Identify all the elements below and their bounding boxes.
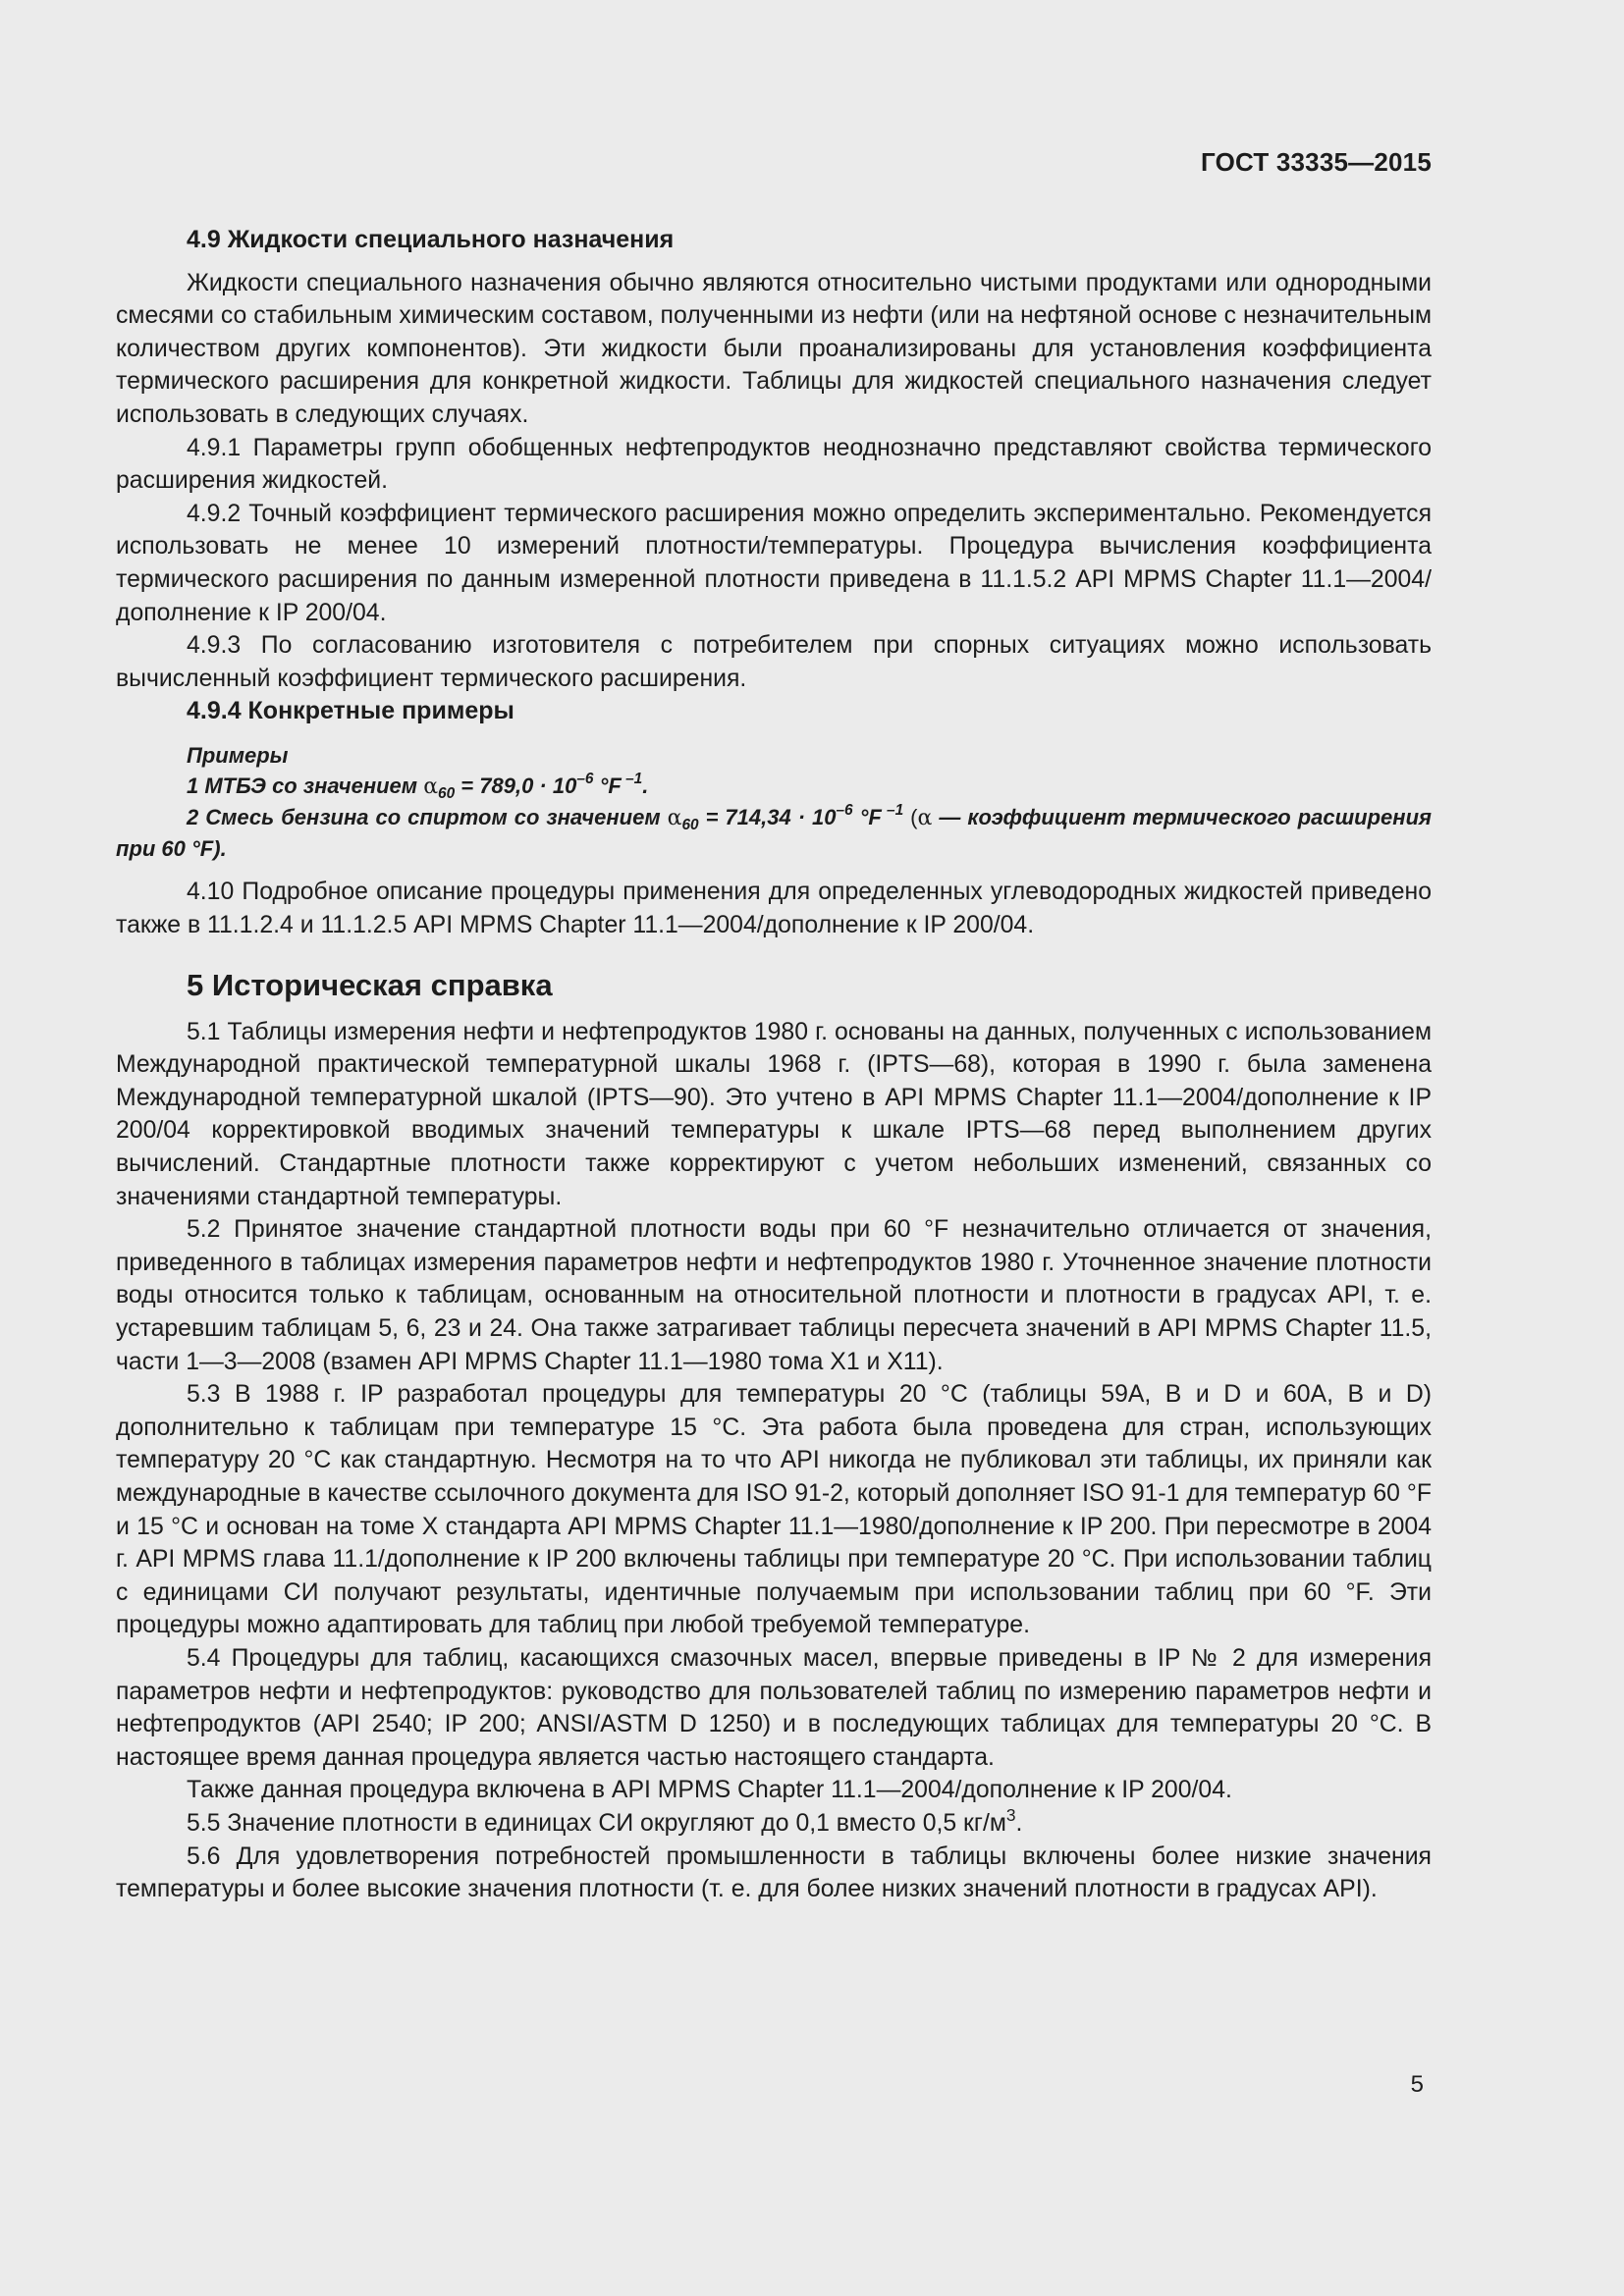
- example-1-prefix: 1 МТБЭ со значением: [187, 773, 424, 798]
- example-1-value: = 789,0 · 10: [455, 773, 577, 798]
- paragraph-4-9-intro: Жидкости специального назначения обычно являются относительно чистыми продуктами или однородными смесями со стабильным химическим составом, полученными из нефти (или на нефтяной основе с незначительным количеством других компонентов). Эти жидкости были проанализированы для установления коэффициента термического расширения для конкретной жидкости. Таблицы для жидкостей специального назначения следует использовать в следующих случаях.: [116, 269, 1432, 428]
- paragraph-4-9-1: 4.9.1 Параметры групп обобщенных нефтепродуктов неоднозначно представляют свойства термического расширения жидкостей.: [116, 434, 1432, 495]
- alpha-symbol: α: [423, 774, 439, 799]
- document-page: [116, 0, 1432, 2296]
- paragraph-5-5-text: 5.5 Значение плотности в единицах СИ округляют до 0,1 вместо 0,5 кг/м: [187, 1809, 1006, 1837]
- paragraph-5-2: 5.2 Принятое значение стандартной плотности воды при 60 °F незначительно отличается от значения, приведенного в таблицах измерения параметров нефти и нефтепродуктов 1980 г. Уточненное значение плотности воды относится только к таблицам, основанным на относительной плотности и плотности в градусах API, т. е. устаревшим таблицам 5, 6, 23 и 24. Она также затрагивает таблицы пересчета значений в API MPMS Chapter 11.5, части 1—3—2008 (взамен API MPMS Chapter 11.1—1980 тома X1 и X11).: [116, 1216, 1432, 1375]
- paragraph-5-5-end: .: [1015, 1809, 1023, 1837]
- exponent-minus-1: –1: [621, 770, 643, 787]
- examples-block: [116, 740, 1432, 864]
- example-2: [116, 802, 1432, 864]
- example-1-end: .: [642, 773, 649, 798]
- paragraph-4-9-2: 4.9.2 Точный коэффициент термического расширения можно определить экспериментально. Рекомендуется использовать не менее 10 измерений плотности/температуры. Процедура вычисления коэффициента термического расширения по данным измеренной плотности приведена в 11.1.5.2 API MPMS Chapter 11.1—2004/дополнение к IP 200/04.: [116, 500, 1432, 626]
- unit-fahrenheit: °F: [852, 804, 882, 829]
- paragraph-5-3: 5.3 В 1988 г. IP разработал процедуры для температуры 20 °C (таблицы 59А, В и D и 60А, В и D) дополнительно к таблицам при температуре 15 °C. Эта работа была проведена для стран, использующих температуру 20 °C как стандартную. Несмотря на то что API никогда не публиковал эти таблицы, их приняли как международные в качестве ссылочного документа для ISO 91-2, который дополняет ISO 91-1 для температур 60 °F и 15 °C и основан на томе X стандарта API MPMS Chapter 11.1—1980/дополнение к IP 200. При пересмотре в 2004 г. API MPMS глава 11.1/дополнение к IP 200 включены таблицы при температуре 20 °C. При использовании таблиц с единицами СИ получают результаты, идентичные получаемым при использовании таблиц при 60 °F. Эти процедуры можно адаптировать для таблиц при любой требуемой температуре.: [116, 1381, 1432, 1639]
- cubic-superscript: 3: [1005, 1804, 1016, 1825]
- paragraph-5-6: 5.6 Для удовлетворения потребностей промышленности в таблицы включены более низкие значения температуры и более высокие значения плотности (т. е. для более низких значений плотности в градусах API).: [116, 1842, 1432, 1903]
- exponent-minus-6: –6: [836, 801, 853, 819]
- exponent-minus-6: –6: [576, 770, 594, 787]
- alpha-symbol: α: [667, 805, 682, 830]
- unit-fahrenheit: °F: [593, 773, 622, 798]
- paragraph-4-9-3: 4.9.3 По согласованию изготовителя с потребителем при спорных ситуациях можно использовать вычисленный коэффициент термического расширения.: [116, 632, 1432, 692]
- example-2-prefix: 2 Смесь бензина со спиртом со значением: [187, 804, 668, 829]
- subscript-60: 60: [438, 784, 456, 802]
- section-4-9-4-title: 4.9.4 Конкретные примеры: [187, 697, 514, 725]
- paragraph-5-5: [116, 1804, 1432, 1841]
- paragraph-5-4: 5.4 Процедуры для таблиц, касающихся смазочных масел, впервые приведены в IP № 2 для измерения параметров нефти и нефтепродуктов: руководство для пользователей таблиц по измерению параметров нефти и нефтепродуктов (API 2540; IP 200; ANSI/ASTM D 1250) и в последующих таблицах для температуры 20 °C. В настоящее время данная процедура является частью настоящего стандарта.: [116, 1644, 1432, 1771]
- paragraph-4-10: 4.10 Подробное описание процедуры применения для определенных углеводородных жидкостей приведено также в 11.1.2.4 и 11.1.2.5 API MPMS Chapter 11.1—2004/дополнение к IP 200/04.: [116, 878, 1432, 938]
- document-body: [116, 224, 1432, 1906]
- examples-label: Примеры: [187, 742, 289, 768]
- section-5-title: 5 Историческая справка: [187, 968, 553, 1003]
- alpha-symbol: α: [917, 805, 933, 830]
- paragraph-5-4-continued: Также данная процедура включена в API MPMS Chapter 11.1—2004/дополнение к IP 200/04.: [187, 1777, 1232, 1804]
- example-1: [116, 771, 1432, 802]
- example-2-paren: (: [903, 804, 918, 829]
- page-number: 5: [1410, 2071, 1424, 2098]
- subscript-60: 60: [681, 816, 699, 833]
- paragraph-5-1: 5.1 Таблицы измерения нефти и нефтепродуктов 1980 г. основаны на данных, полученных с использованием Международной практической температурной шкалы 1968 г. (IPTS—68), которая в 1990 г. была заменена Международной температурной шкалой (IPTS—90). Это учтено в API MPMS Chapter 11.1—2004/дополнение к IP 200/04 корректировкой вводимых значений температуры к шкале IPTS—68 перед выполнением других вычислений. Стандартные плотности также корректируют с учетом небольших изменений, связанных со значениями стандартной температуры.: [116, 1018, 1432, 1210]
- section-4-9-title: 4.9 Жидкости специального назначения: [187, 226, 675, 253]
- example-2-note: — коэффициент термического расширения при 60 °F).: [116, 804, 1432, 861]
- example-2-value: = 714,34 · 10: [698, 804, 837, 829]
- document-code-header: ГОСТ 33335—2015: [1201, 147, 1432, 177]
- exponent-minus-1: –1: [881, 801, 904, 819]
